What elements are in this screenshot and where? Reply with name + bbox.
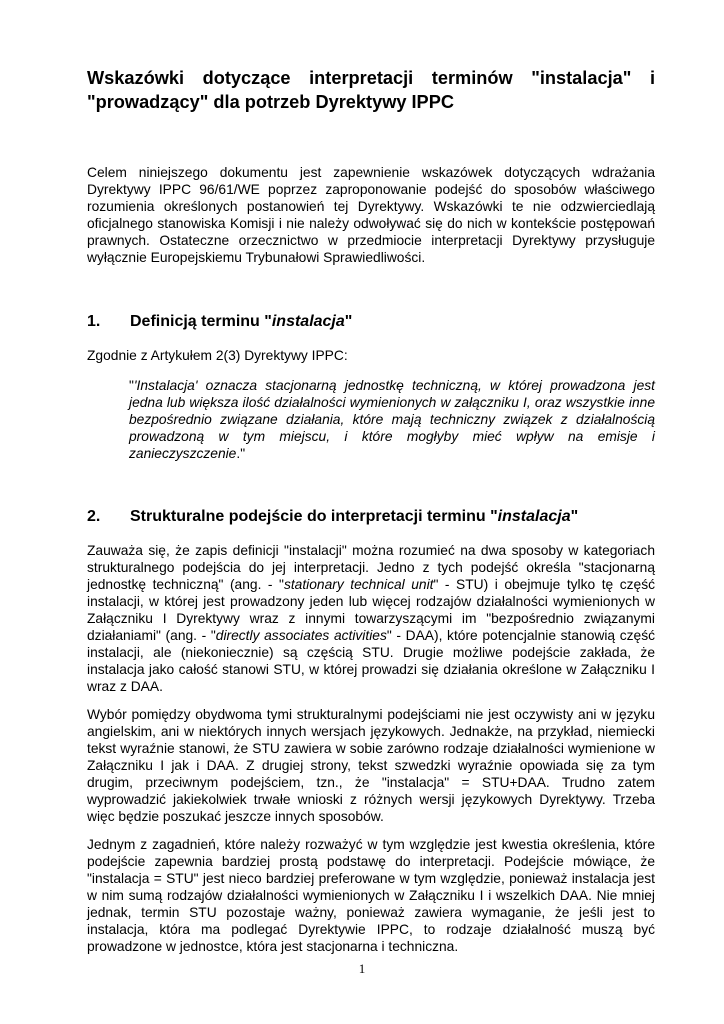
p1-term-daa: directly associates activities [215, 628, 387, 643]
section-1-heading-text-pre: Definicją terminu " [130, 313, 272, 330]
section-1-heading-term: instalacja [271, 313, 345, 330]
section-1-number: 1. [87, 313, 101, 330]
p1-text-c: " - STU) i obejmuje tylko tę część instalacji, w której jest prowadzony jeden lub więcej rodzajów działalności wymienionych w Załączniku I Dyrektywy wraz z innymi towarzyszącymi im "bezpośrednio związanymi działaniami" (ang. - " [87, 577, 655, 643]
quote-text: 'Instalacja' oznacza stacjonarną jednostkę techniczną, w której prowadzona jest jedna lub większa ilość działalności wymienionych w załączniku I, oraz wszystkie inne bezpośrednio związane działania, które mają techniczny związek z działalnością prowadzoną w tym miejscu, i które mogłyby mieć wpływ na emisje i zanieczyszczenie [129, 378, 655, 461]
quote-open-mark: " [129, 378, 134, 393]
p1-term-stu: stationary technical unit [283, 577, 434, 592]
section-2-number: 2. [87, 508, 101, 525]
quote-close-mark: ." [236, 446, 246, 461]
page-number: 1 [358, 961, 366, 976]
section-1-heading-text-post: " [344, 313, 353, 330]
section-2-paragraph-2: Wybór pomiędzy obydwoma tymi strukturalnymi podejściami nie jest oczywisty ani w języku angielskim, ani w niektórych innych wersjach językowych. Jednakże, na przykład, niemiecki tekst wyraźnie stanowi, że STU zawiera w sobie zarówno rodzaje działalności wymienione w Załączniku I jak i DAA. Z drugiej strony, tekst szwedzki wyraźnie opowiada się za tym drugim, przeciwnym podejściem, tzn., że "instalacja" = STU+DAA. Trudno zatem wyprowadzić jakiekolwiek trwałe wnioski z różnych wersji językowych Dyrektywy. Trzeba więc będzie poszukać jeszcze innych sposobów. [87, 707, 655, 824]
section-2-paragraph-3: Jednym z zagadnień, które należy rozważyć w tym względzie jest kwestia określenia, które podejście zapewnia bardziej prostą podstawę do interpretacji. Podejście mówiące, że "instalacja = STU" jest nieco bardziej preferowane w tym względzie, ponieważ instalacja jest w nim sumą rodzajów działalności wymienionych w Załączniku I i wszelkich DAA. Nie mniej jednak, termin STU pozostaje ważny, ponieważ zawiera wymaganie, że jeśli jest to instalacja, która ma podlegać Dyrektywie IPPC, to rodzaje działalność muszą być prowadzone w jednostce, która jest stacjonarna i techniczna. [87, 837, 655, 954]
section-1-lead: Zgodnie z Artykułem 2(3) Dyrektywy IPPC: [87, 348, 348, 363]
section-2-heading-text-pre: Strukturalne podejście do interpretacji terminu " [130, 508, 498, 525]
section-1-heading [87, 312, 352, 332]
intro-paragraph: Celem niniejszego dokumentu jest zapewnienie wskazówek dotyczących wdrażania Dyrektywy IPPC 96/61/WE poprzez zaproponowanie podejść do sposobów właściwego rozumienia określonych postanowień tej Dyrektywy. Wskazówki te nie odzwierciedlają oficjalnego stanowiska Komisji i nie należy odwoływać się do nich w kontekście postępowań prawnych. Ostateczne orzecznictwo w przedmiocie interpretacji Dyrektywy przysługuje wyłącznie Europejskiemu Trybunałowi Sprawiedliwości. [87, 165, 655, 265]
definition-quote [129, 377, 655, 462]
section-2-heading-term: instalacja [497, 508, 571, 525]
section-2-heading-text-post: " [570, 508, 579, 525]
section-2-paragraph-1 [87, 542, 655, 695]
section-2-heading [87, 507, 578, 527]
p1-text-e: " - DAA), które potencjalnie stanowią część instalacji, ale (niekoniecznie) są częścią STU. Drugie możliwe podejście zakłada, że instalacja jako całość stanowi STU, w której prowadzi się działania określone w Załączniku I wraz z DAA. [87, 628, 656, 694]
document-title: Wskazówki dotyczące interpretacji terminów "instalacja" i "prowadzący" dla potrzeb Dyrektywy IPPC [87, 68, 655, 112]
p1-text-a: Zauważa się, że zapis definicji "instalacji" można rozumieć na dwa sposoby w kategoriach strukturalnego podejścia do jej interpretacji. Jedno z tych podejść określa "stacjonarną jednostkę techniczną" (ang. - " [87, 543, 655, 592]
